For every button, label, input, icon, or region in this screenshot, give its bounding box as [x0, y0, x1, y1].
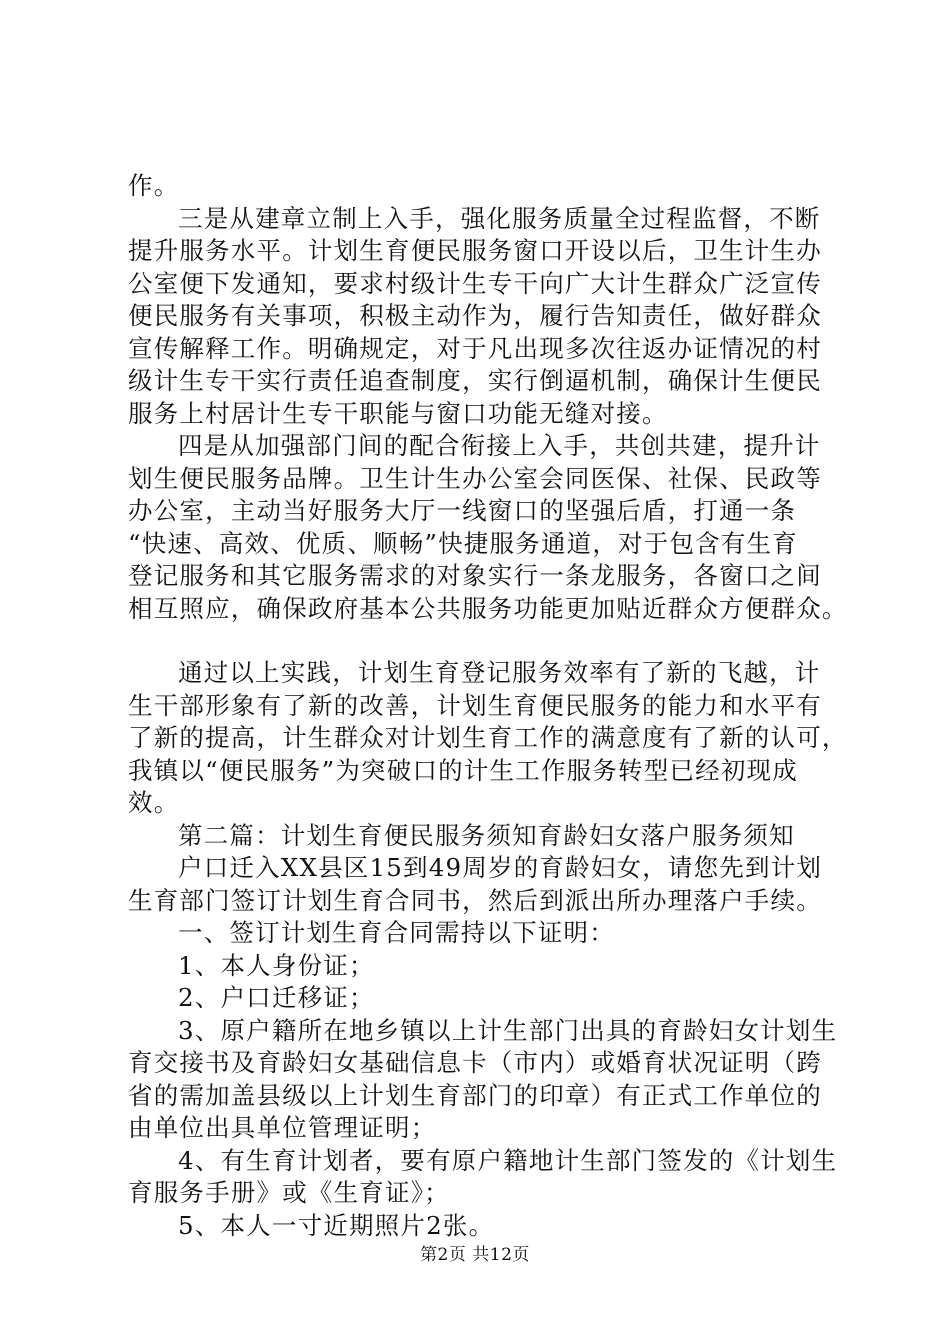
text-line: 划生便民服务品牌。卫生计生办公室会同医保、社保、民政等 [128, 463, 822, 493]
text-line: 第二篇：计划生育便民服务须知育龄妇女落户服务须知 [178, 820, 795, 850]
text-line: 2、户口迁移证； [178, 983, 375, 1012]
page-footer: 第2页 共12页 [420, 1245, 530, 1265]
text-line: 便民服务有关事项，积极主动作为，履行告知责任，做好群众 [128, 301, 822, 330]
text-line: 了新的提高，计生群众对计划生育工作的满意度有了新的认可， [128, 723, 848, 752]
text-line: 一、签订计划生育合同需持以下证明： [178, 918, 615, 947]
text-line: 办公室，主动当好服务大厅一线窗口的坚强后盾，打通一条 [128, 496, 797, 525]
text-line: 户口迁入XX县区15到49周岁的育龄妇女，请您先到计划 [178, 853, 823, 882]
text-line: 级计生专干实行责任追查制度，实行倒逼机制，确保计生便民 [128, 366, 822, 395]
text-line: 相互照应，确保政府基本公共服务功能更加贴近群众方便群众。 [128, 593, 848, 623]
text-line: 效。 [128, 788, 180, 817]
text-line: 5、本人一寸近期照片2张。 [178, 1210, 495, 1240]
text-line: 育服务手册》或《生育证》； [128, 1178, 450, 1207]
text-line: 四是从加强部门间的配合衔接上入手，共创共建，提升计 [178, 431, 821, 460]
text-line: 生干部形象有了新的改善，计划生育便民服务的能力和水平有 [128, 690, 822, 720]
text-line: 生育部门签订计划生育合同书，然后到派出所办理落户手续。 [128, 885, 822, 915]
text-line: 提升服务水平。计划生育便民服务窗口开设以后，卫生计生办 [128, 236, 822, 265]
text-line: 3、原户籍所在地乡镇以上计生部门出具的育龄妇女计划生 [178, 1015, 838, 1045]
text-line: 登记服务和其它服务需求的对象实行一条龙服务，各窗口之间 [128, 561, 822, 590]
paragraph-gap [128, 625, 853, 657]
text-line: 通过以上实践，计划生育登记服务效率有了新的飞越，计 [178, 658, 821, 687]
text-line: “快速、高效、优质、顺畅”快捷服务通道，对于包含有生育 [128, 528, 798, 558]
text-line: 4、有生育计划者，要有原户籍地计生部门签发的《计划生 [178, 1145, 838, 1175]
text-line: 服务上村居计生专干职能与窗口功能无缝对接。 [128, 398, 668, 428]
text-line: 由单位出具单位管理证明； [128, 1113, 437, 1142]
text-line: 作。 [128, 171, 180, 200]
text-line: 省的需加盖县级以上计划生育部门的印章）有正式工作单位的 [128, 1080, 822, 1110]
text-line: 公室便下发通知，要求村级计生专干向广大计生群众广泛宣传 [128, 268, 822, 298]
text-line: 育交接书及育龄妇女基础信息卡（市内）或婚育状况证明（跨 [128, 1048, 822, 1077]
document-body [128, 170, 853, 1242]
text-line: 三是从建章立制上入手，强化服务质量全过程监督，不断 [178, 203, 821, 233]
text-line: 我镇以“便民服务”为突破口的计生工作服务转型已经初现成 [128, 755, 798, 785]
text-line: 1、本人身份证； [178, 950, 375, 980]
text-line: 宣传解释工作。明确规定，对于凡出现多次往返办证情况的村 [128, 333, 822, 363]
